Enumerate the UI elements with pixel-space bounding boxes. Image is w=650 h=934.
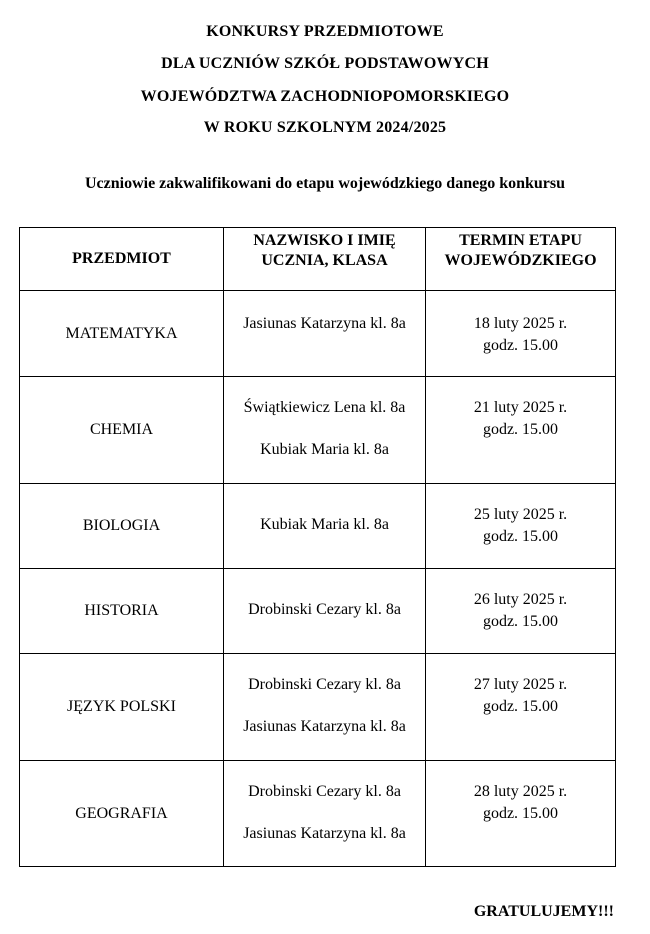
date-text: 26 luty 2025 r. [473, 591, 568, 608]
subject-cell [20, 377, 224, 484]
student-entry: Jasiunas Katarzyna kl. 8a [243, 315, 406, 332]
header-term-line-2: WOJEWÓDZKIEGO [444, 252, 597, 269]
student-entry: Drobinski Cezary kl. 8a [248, 783, 401, 800]
date-text: 18 luty 2025 r. [473, 315, 568, 332]
subject-name: CHEMIA [89, 421, 154, 438]
time-text: godz. 15.00 [482, 805, 559, 822]
header-term [426, 228, 616, 291]
subject-cell [20, 761, 224, 867]
subject-name: HISTORIA [84, 602, 159, 619]
header-student-line-2: UCZNIA, KLASA [261, 252, 388, 269]
time-text: godz. 15.00 [482, 421, 559, 438]
time-text: godz. 15.00 [482, 528, 559, 545]
time-text: godz. 15.00 [482, 698, 559, 715]
table-row [20, 291, 616, 377]
date-cell [426, 569, 616, 654]
closing-message: GRATULUJEMY!!! [473, 903, 614, 920]
title-line-3: WOJEWÓDZTWA ZACHODNIOPOMORSKIEGO [140, 88, 510, 105]
date-text: 27 luty 2025 r. [473, 676, 568, 693]
subject-cell [20, 291, 224, 377]
students-cell [224, 377, 426, 484]
header-student-line-1: NAZWISKO I IMIĘ [253, 232, 396, 249]
students-cell [224, 654, 426, 761]
date-cell [426, 654, 616, 761]
header-student [224, 228, 426, 291]
table-row [20, 654, 616, 761]
students-cell [224, 291, 426, 377]
title-line-2: DLA UCZNIÓW SZKÓŁ PODSTAWOWYCH [161, 55, 489, 72]
date-cell [426, 484, 616, 569]
subject-name: JĘZYK POLSKI [67, 698, 176, 715]
student-entry: Drobinski Cezary kl. 8a [248, 676, 401, 693]
student-entry: Jasiunas Katarzyna kl. 8a [243, 718, 406, 735]
subject-cell [20, 654, 224, 761]
subject-name: MATEMATYKA [65, 324, 178, 342]
student-entry: Kubiak Maria kl. 8a [260, 516, 389, 533]
table-row [20, 484, 616, 569]
header-subject [20, 228, 224, 291]
students-cell [224, 761, 426, 867]
subject-cell [20, 484, 224, 569]
subtitle: Uczniowie zakwalifikowani do etapu wojewódzkiego danego konkursu [84, 175, 566, 192]
subject-name: GEOGRAFIA [75, 804, 168, 822]
student-entry: Jasiunas Katarzyna kl. 8a [243, 825, 406, 842]
results-table [19, 227, 616, 867]
subject-cell [20, 569, 224, 654]
time-text: godz. 15.00 [482, 613, 559, 630]
table-row [20, 761, 616, 867]
student-entry: Kubiak Maria kl. 8a [260, 441, 389, 458]
student-entry: Drobinski Cezary kl. 8a [248, 601, 401, 618]
date-cell [426, 377, 616, 484]
header-term-line-1: TERMIN ETAPU [459, 232, 582, 249]
date-text: 21 luty 2025 r. [473, 399, 568, 416]
date-text: 25 luty 2025 r. [473, 506, 568, 523]
title-line-4: W ROKU SZKOLNYM 2024/2025 [203, 119, 447, 136]
student-entry: Świątkiewicz Lena kl. 8a [243, 399, 406, 416]
time-text: godz. 15.00 [482, 337, 559, 354]
subject-name: BIOLOGIA [82, 517, 161, 534]
date-cell [426, 291, 616, 377]
title-line-1: KONKURSY PRZEDMIOTOWE [206, 23, 444, 40]
date-text: 28 luty 2025 r. [473, 783, 568, 800]
header-subject-label: PRZEDMIOT [72, 250, 171, 267]
students-cell [224, 484, 426, 569]
table-row [20, 377, 616, 484]
table-row [20, 569, 616, 654]
table-header-row [20, 228, 616, 291]
date-cell [426, 761, 616, 867]
students-cell [224, 569, 426, 654]
